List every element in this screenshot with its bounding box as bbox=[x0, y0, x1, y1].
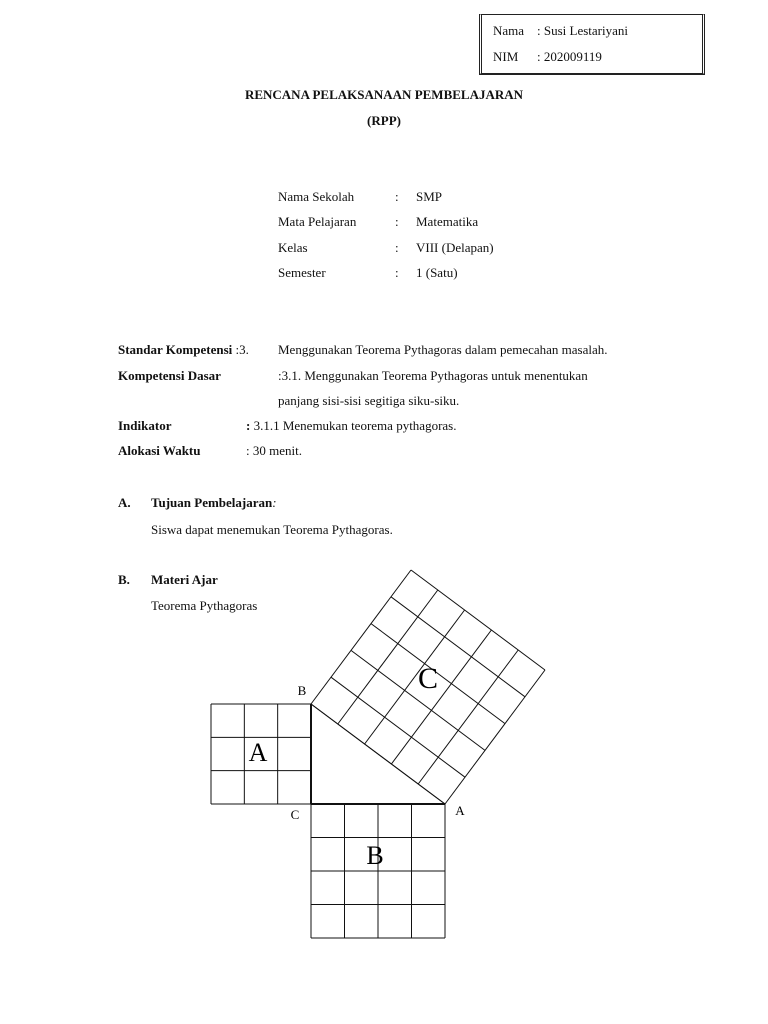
sk-label: Standar Kompetensi bbox=[118, 342, 233, 357]
square-a-label: A bbox=[248, 738, 268, 767]
section-a-letter: A. bbox=[118, 495, 131, 510]
info-label-class: Kelas bbox=[278, 240, 308, 255]
nim-value: : 202009119 bbox=[537, 49, 602, 64]
sk-colon: :3. bbox=[235, 342, 249, 357]
square-b bbox=[311, 804, 445, 938]
info-colon-subject: : bbox=[395, 214, 399, 229]
vertex-c-label: C bbox=[290, 807, 300, 822]
sk-text: Menggunakan Teorema Pythagoras dalam pemecahan masalah. bbox=[278, 342, 608, 357]
section-b-body: Teorema Pythagoras bbox=[151, 598, 258, 613]
time-text: : 30 menit. bbox=[246, 443, 302, 458]
square-c-label: C bbox=[417, 662, 439, 695]
indicator-colon: : bbox=[246, 418, 251, 433]
info-colon-school: : bbox=[395, 189, 399, 204]
kd-text-1: :3.1. Menggunakan Teorema Pythagoras untuk menentukan bbox=[278, 368, 588, 383]
info-value-semester: 1 (Satu) bbox=[416, 265, 458, 280]
square-b-label: B bbox=[366, 841, 384, 870]
info-value-school: SMP bbox=[416, 189, 443, 204]
section-b-letter: B. bbox=[118, 572, 130, 587]
info-label-semester: Semester bbox=[278, 265, 326, 280]
section-b-heading: Materi Ajar bbox=[151, 572, 218, 587]
info-value-subject: Matematika bbox=[416, 214, 479, 229]
kd-text-2: panjang sisi-sisi segitiga siku-siku. bbox=[278, 393, 460, 408]
document-subtitle: (RPP) bbox=[367, 113, 401, 128]
vertex-a-label: A bbox=[455, 803, 465, 818]
info-label-school: Nama Sekolah bbox=[278, 189, 355, 204]
kd-label: Kompetensi Dasar bbox=[118, 368, 221, 383]
info-colon-class: : bbox=[395, 240, 399, 255]
time-label: Alokasi Waktu bbox=[118, 443, 201, 458]
nim-label: NIM bbox=[493, 49, 519, 64]
info-value-class: VIII (Delapan) bbox=[416, 240, 494, 255]
info-colon-semester: : bbox=[395, 265, 399, 280]
section-a-body: Siswa dapat menemukan Teorema Pythagoras. bbox=[151, 522, 393, 537]
section-a-heading: Tujuan Pembelajaran bbox=[151, 495, 273, 510]
vertex-b-label: B bbox=[297, 683, 307, 698]
indicator-text: 3.1.1 Menemukan teorema pythagoras. bbox=[250, 418, 457, 433]
document-title: RENCANA PELAKSANAAN PEMBELAJARAN bbox=[244, 87, 524, 102]
indicator-label: Indikator bbox=[118, 418, 172, 433]
name-label: Nama bbox=[493, 23, 525, 38]
name-value: : Susi Lestariyani bbox=[537, 23, 628, 38]
info-label-subject: Mata Pelajaran bbox=[278, 214, 357, 229]
section-a-heading-colon: : bbox=[272, 495, 277, 510]
